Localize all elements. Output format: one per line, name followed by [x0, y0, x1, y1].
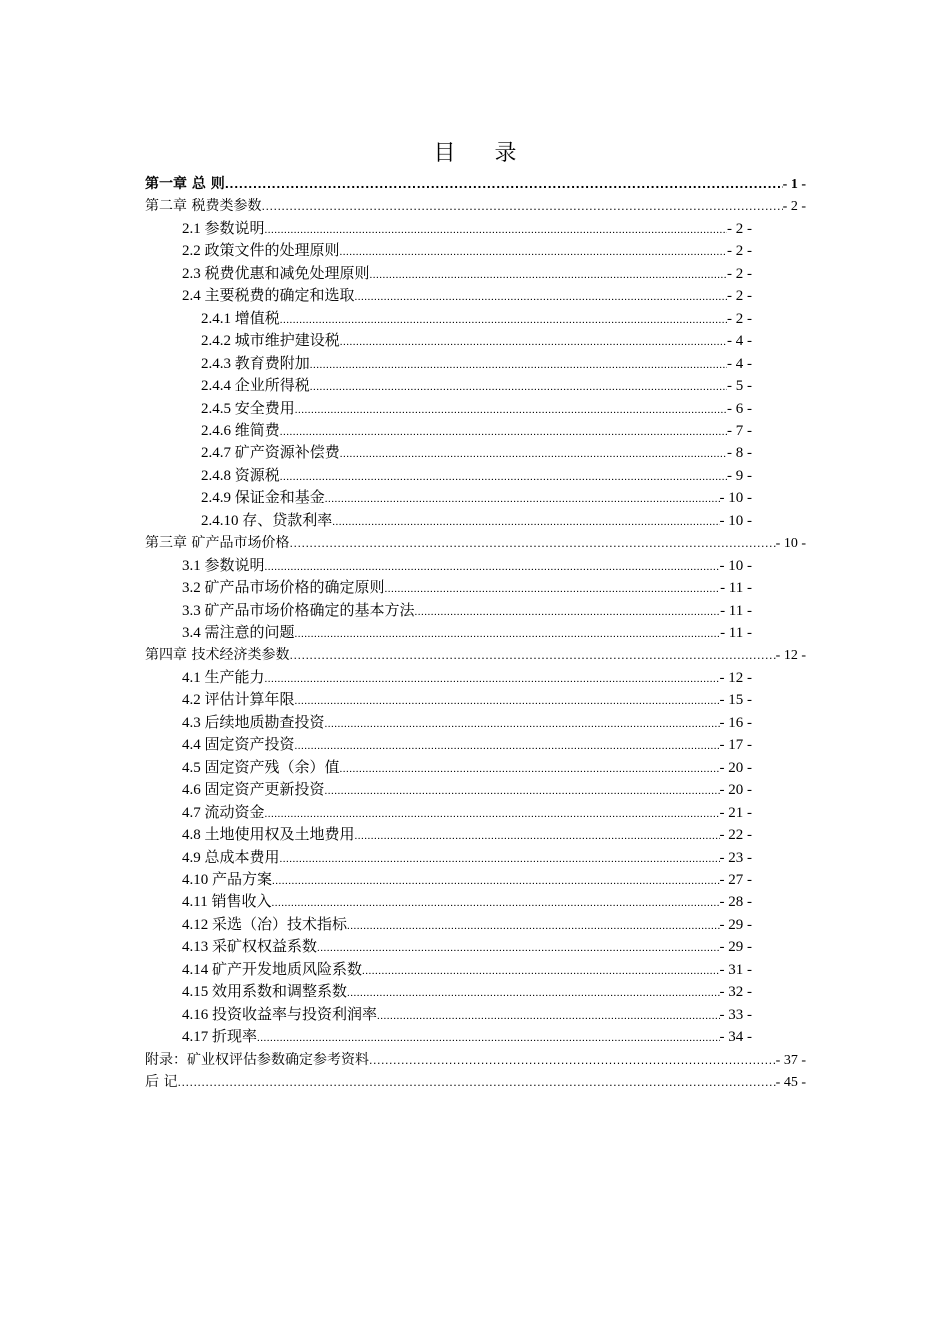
toc-dot-leader [385, 578, 721, 600]
toc-page-number: - 45 - [775, 1075, 806, 1090]
toc-entry-label: 4.9 总成本费用 [182, 849, 280, 866]
toc-entry-label: 4.7 流动资金 [182, 804, 265, 821]
toc-entry-label: 2.4.8 资源税 [201, 467, 280, 484]
toc-page-number: - 31 - [719, 961, 752, 978]
toc-entry-label: 4.13 采矿权权益系数 [182, 939, 318, 956]
toc-entry-label: 3.3 矿产品市场价格确定的基本方法 [182, 602, 415, 619]
toc-page-number: - 34 - [719, 1029, 752, 1046]
toc-entry-label: 4.17 折现率 [182, 1029, 258, 1046]
toc-page-number: - 4 - [727, 355, 752, 372]
toc-entry-label: 2.4.1 增值税 [201, 310, 280, 327]
toc-entry-label: 4.1 生产能力 [182, 669, 265, 686]
toc-dot-leader [295, 735, 720, 757]
toc-page-number: - 1 - [782, 177, 806, 192]
toc-subsection-entry[interactable] [201, 510, 752, 532]
toc-section-entry[interactable] [182, 689, 752, 711]
toc-dot-leader [377, 1005, 719, 1027]
toc-dot-leader [289, 533, 775, 555]
toc-section-entry[interactable] [182, 577, 752, 599]
toc-dot-leader [325, 713, 720, 735]
toc-entry-label: 第二章 税费类参数 [145, 198, 262, 215]
toc-section-entry[interactable] [182, 959, 752, 981]
toc-subsection-entry[interactable] [201, 375, 752, 397]
toc-section-entry[interactable] [182, 802, 752, 824]
toc-section-entry[interactable] [182, 891, 752, 913]
toc-entry-label: 第四章 技术经济类参数 [145, 647, 290, 664]
page-title: 目 录 [433, 141, 533, 166]
toc-dot-leader [289, 645, 775, 667]
toc-section-entry[interactable] [182, 824, 752, 846]
toc-entry-label: 4.14 矿产开发地质风险系数 [182, 961, 363, 978]
toc-page-number: - 16 - [719, 714, 752, 731]
toc-subsection-entry[interactable] [201, 398, 752, 420]
toc-page-number: - 27 - [719, 871, 752, 888]
toc-section-entry[interactable] [182, 263, 752, 285]
toc-section-entry[interactable] [182, 936, 752, 958]
toc-dot-leader [295, 623, 721, 645]
toc-dot-leader [265, 556, 720, 578]
toc-entry-label: 3.4 需注意的问题 [182, 625, 295, 641]
toc-entry-label: 4.10 产品方案 [182, 871, 273, 888]
toc-page-number: - 2 - [727, 265, 752, 282]
toc-section-entry[interactable] [182, 667, 752, 689]
toc-dot-leader [265, 668, 720, 690]
toc-page-number: - 8 - [727, 445, 752, 462]
toc-subsection-entry[interactable] [201, 442, 752, 464]
toc-page-number: - 2 - [727, 288, 752, 305]
toc-entry-label: 4.15 效用系数和调整系数 [182, 984, 348, 1001]
toc-dot-leader [271, 892, 719, 914]
toc-entry-label: 附录：矿业权评估参数确定参考资料 [145, 1051, 369, 1068]
toc-section-entry[interactable] [182, 847, 752, 869]
toc-page-number: - 10 - [719, 490, 752, 507]
toc-chapter-entry[interactable] [145, 644, 806, 666]
toc-entry-label: 4.3 后续地质勘查投资 [182, 714, 325, 731]
toc-dot-leader [340, 758, 720, 780]
toc-section-entry[interactable] [182, 600, 752, 622]
toc-entry-label: 2.4 主要税费的确定和选取 [182, 288, 355, 305]
toc-page-number: - 10 - [775, 536, 806, 552]
toc-page-number: - 11 - [720, 602, 752, 619]
toc-chapter-entry[interactable] [145, 1071, 806, 1093]
toc-dot-leader [272, 870, 719, 892]
toc-entry-label: 后 记 [145, 1074, 178, 1090]
toc-entry-label: 2.4.2 城市维护建设税 [201, 333, 340, 350]
toc-entry-label: 2.2 政策文件的处理原则 [182, 243, 340, 260]
toc-entry-label: 2.4.7 矿产资源补偿费 [201, 445, 340, 462]
toc-subsection-entry[interactable] [201, 465, 752, 487]
toc-section-entry[interactable] [182, 1026, 752, 1048]
toc-dot-leader [347, 915, 719, 937]
toc-page-number: - 29 - [719, 916, 752, 933]
toc-entry-label: 第三章 矿产品市场价格 [145, 535, 290, 552]
toc-page-number: - 28 - [719, 894, 752, 911]
toc-subsection-entry[interactable] [201, 330, 752, 352]
toc-page-number: - 12 - [775, 648, 806, 664]
toc-page-number: - 2 - [782, 199, 806, 215]
toc-entry-label: 4.8 土地使用权及土地费用 [182, 827, 355, 844]
toc-dot-leader [265, 219, 727, 241]
toc-dot-leader [295, 690, 720, 712]
toc-section-entry[interactable] [182, 1004, 752, 1026]
toc-dot-leader [295, 399, 727, 421]
toc-dot-leader [369, 1050, 776, 1072]
toc-page-number: - 11 - [720, 625, 752, 641]
toc-dot-leader [310, 354, 727, 376]
toc-dot-leader [280, 421, 727, 443]
toc-page-number: - 15 - [719, 692, 752, 709]
toc-dot-leader [280, 466, 727, 488]
toc-dot-leader [280, 848, 720, 870]
toc-dot-leader [340, 241, 727, 263]
toc-page-number: - 7 - [727, 422, 752, 439]
toc-chapter-entry[interactable] [145, 173, 806, 195]
toc-section-entry[interactable] [182, 914, 752, 936]
toc-section-entry[interactable] [182, 869, 752, 891]
toc-entry-label: 2.4.6 维简费 [201, 422, 280, 439]
toc-section-entry[interactable] [182, 218, 752, 240]
toc-entry-label: 4.16 投资收益率与投资利润率 [182, 1006, 378, 1023]
toc-section-entry[interactable] [182, 779, 752, 801]
toc-dot-leader [415, 601, 721, 623]
toc-page-number: - 10 - [719, 512, 752, 529]
toc-entry-label: 4.12 采选（冶）技术指标 [182, 916, 348, 933]
toc-chapter-entry[interactable] [145, 1049, 806, 1071]
toc-dot-leader [325, 488, 720, 510]
toc-page-number: - 10 - [719, 557, 752, 574]
toc-page-number: - 22 - [719, 827, 752, 844]
toc-dot-leader [261, 196, 782, 218]
toc-page-number: - 2 - [727, 310, 752, 327]
toc-page-number: - 11 - [720, 580, 752, 597]
toc-page-number: - 21 - [719, 804, 752, 821]
toc-section-entry[interactable] [182, 285, 752, 307]
toc-dot-leader [355, 825, 720, 847]
toc-dot-leader [340, 443, 727, 465]
toc-dot-leader [370, 264, 727, 286]
toc-dot-leader [257, 1027, 719, 1049]
toc-section-entry[interactable] [182, 555, 752, 577]
toc-section-entry[interactable] [182, 981, 752, 1003]
toc-dot-leader [325, 780, 720, 802]
toc-entry-label: 4.4 固定资产投资 [182, 737, 295, 754]
toc-chapter-entry[interactable] [145, 195, 806, 217]
toc-dot-leader [340, 331, 727, 353]
toc-dot-leader [280, 309, 727, 331]
toc-page-number: - 6 - [727, 400, 752, 417]
toc-dot-leader [177, 1072, 775, 1094]
toc-dot-leader [362, 960, 719, 982]
toc-entry-label: 4.2 评估计算年限 [182, 692, 295, 709]
toc-page-number: - 32 - [719, 984, 752, 1001]
toc-entry-label: 2.4.5 安全费用 [201, 400, 295, 417]
toc-dot-leader [265, 803, 720, 825]
toc-page-number: - 23 - [719, 849, 752, 866]
toc-page-number: - 12 - [719, 669, 752, 686]
toc-page-number: - 5 - [727, 378, 752, 395]
toc-entry-label: 2.3 税费优惠和减免处理原则 [182, 265, 370, 282]
toc-subsection-entry[interactable] [201, 353, 752, 375]
toc-entry-label: 第一章 总 则 [145, 176, 225, 192]
toc-subsection-entry[interactable] [201, 308, 752, 330]
toc-dot-leader [355, 286, 727, 308]
toc-page-number: - 17 - [719, 737, 752, 754]
toc-page-number: - 37 - [775, 1052, 806, 1068]
toc-page-number: - 2 - [727, 243, 752, 260]
toc-dot-leader [310, 376, 727, 398]
toc-entry-label: 2.4.9 保证金和基金 [201, 490, 325, 507]
toc-section-entry[interactable] [182, 757, 752, 779]
toc-entry-label: 2.1 参数说明 [182, 220, 265, 237]
toc-subsection-entry[interactable] [201, 487, 752, 509]
toc-page-number: - 29 - [719, 939, 752, 956]
toc-page-number: - 33 - [719, 1006, 752, 1023]
toc-dot-leader [332, 511, 719, 533]
toc-section-entry[interactable] [182, 622, 752, 644]
toc-entry-label: 2.4.10 存、贷款利率 [201, 512, 333, 529]
toc-entry-label: 4.6 固定资产更新投资 [182, 782, 325, 799]
toc-dot-leader [225, 174, 783, 196]
toc-entry-label: 2.4.4 企业所得税 [201, 378, 310, 395]
toc-subsection-entry[interactable] [201, 420, 752, 442]
toc-dot-leader [347, 982, 719, 1004]
toc-section-entry[interactable] [182, 734, 752, 756]
toc-section-entry[interactable] [182, 240, 752, 262]
toc-page-number: - 20 - [719, 759, 752, 776]
toc-entry-label: 4.5 固定资产残（余）值 [182, 759, 340, 776]
toc-entry-label: 4.11 销售收入 [182, 894, 272, 911]
toc-page-number: - 20 - [719, 782, 752, 799]
toc-entry-label: 3.2 矿产品市场价格的确定原则 [182, 580, 385, 597]
toc-chapter-entry[interactable] [145, 532, 806, 554]
toc-page-number: - 4 - [727, 333, 752, 350]
toc-page-number: - 2 - [727, 220, 752, 237]
toc-section-entry[interactable] [182, 712, 752, 734]
toc-entry-label: 2.4.3 教育费附加 [201, 355, 310, 372]
toc-page-number: - 9 - [727, 467, 752, 484]
toc-entry-label: 3.1 参数说明 [182, 557, 265, 574]
toc-dot-leader [317, 937, 719, 959]
